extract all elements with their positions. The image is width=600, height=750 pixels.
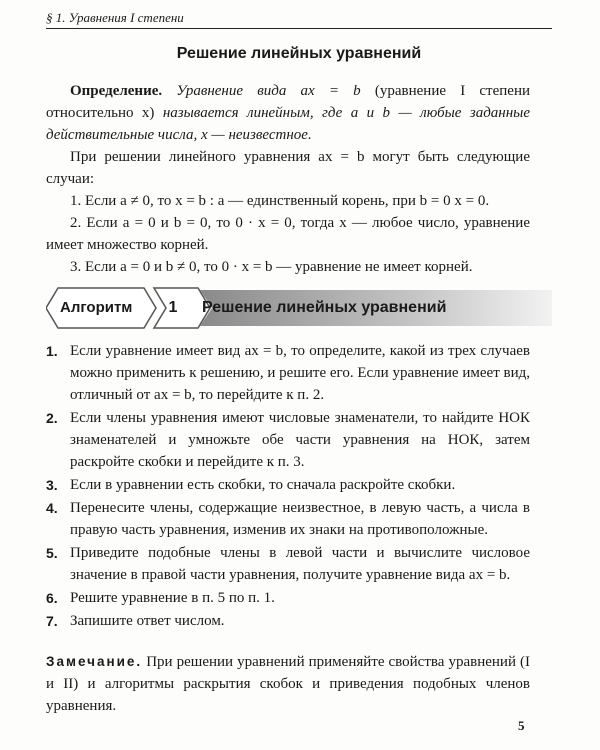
definition-text-a: Уравнение вида ax = b xyxy=(176,83,361,99)
step-number: 4. xyxy=(46,500,58,516)
step-item xyxy=(46,407,530,473)
definition xyxy=(46,80,530,146)
step-item xyxy=(46,340,530,406)
step-text: Приведите подобные члены в левой части и вычислите числовое значение в правой части уравнения, получите уравнение вида ax = b. xyxy=(70,545,530,583)
case-3: 3. Если a = 0 и b ≠ 0, то 0 · x = b — уравнение не имеет корней. xyxy=(70,259,473,275)
algorithm-title: Решение линейных уравнений xyxy=(202,299,447,316)
definition-label: Определение. xyxy=(70,83,163,99)
definition-text-c: называется линейным, где a и b — любые заданные действительные числа, x — неизвестное. xyxy=(46,105,531,143)
step-number: 2. xyxy=(46,410,58,426)
note-paragraph xyxy=(46,651,530,717)
running-head: § 1. Уравнения I степени xyxy=(46,10,552,29)
step-item xyxy=(46,474,530,496)
step-text: Решите уравнение в п. 5 по п. 1. xyxy=(70,590,275,606)
step-text: Запишите ответ числом. xyxy=(70,613,225,629)
intro-paragraph: При решении линейного уравнения ax = b могут быть следующие случаи: xyxy=(46,149,530,187)
step-number: 6. xyxy=(46,590,58,606)
step-number: 7. xyxy=(46,613,58,629)
case-2: 2. Если a = 0 и b = 0, то 0 · x = 0, тогда x — любое число, уравнение имеет множество корней. xyxy=(46,215,530,253)
section-title: Решение линейных уравнений xyxy=(176,45,422,62)
step-number: 3. xyxy=(46,477,58,493)
step-text: Если члены уравнения имеют числовые знаменатели, то найдите НОК знаменателей и умножьте обе части уравнения на НОК, затем раскройте скобки и перейдите к п. 3. xyxy=(70,410,530,470)
step-item xyxy=(46,497,530,541)
algorithm-label: Алгоритм xyxy=(60,299,133,316)
case-1: 1. Если a ≠ 0, то x = b : a — единственный корень, при b = 0 x = 0. xyxy=(70,193,490,209)
step-text: Если уравнение имеет вид ax = b, то определите, какой из трех случаев можно применить к решению, и решите его. Если уравнение имеет вид, отличный от ax = b, то перейдите к п. 2. xyxy=(70,343,530,403)
page-number: 5 xyxy=(518,718,525,733)
step-item xyxy=(46,587,530,609)
step-item xyxy=(46,610,530,632)
note-label: Замечание. xyxy=(46,654,143,669)
step-text: Если в уравнении есть скобки, то сначала раскройте скобки. xyxy=(70,477,456,493)
step-number: 1. xyxy=(46,343,58,359)
note-text: При решении уравнений применяйте свойства уравнений (I и II) и алгоритмы раскрытия скобок и приведения подобных членов уравнения. xyxy=(46,654,530,714)
algorithm-steps xyxy=(46,340,530,633)
step-item xyxy=(46,542,530,586)
step-text: Перенесите члены, содержащие неизвестное, в левую часть, а числа в правую часть уравнения, изменив их знаки на противоположные. xyxy=(70,500,530,538)
algorithm-number: 1 xyxy=(168,299,178,316)
definition-text-b: (уравнение I степени относительно x) xyxy=(46,83,531,121)
step-number: 5. xyxy=(46,545,58,561)
algorithm-banner xyxy=(46,286,552,330)
